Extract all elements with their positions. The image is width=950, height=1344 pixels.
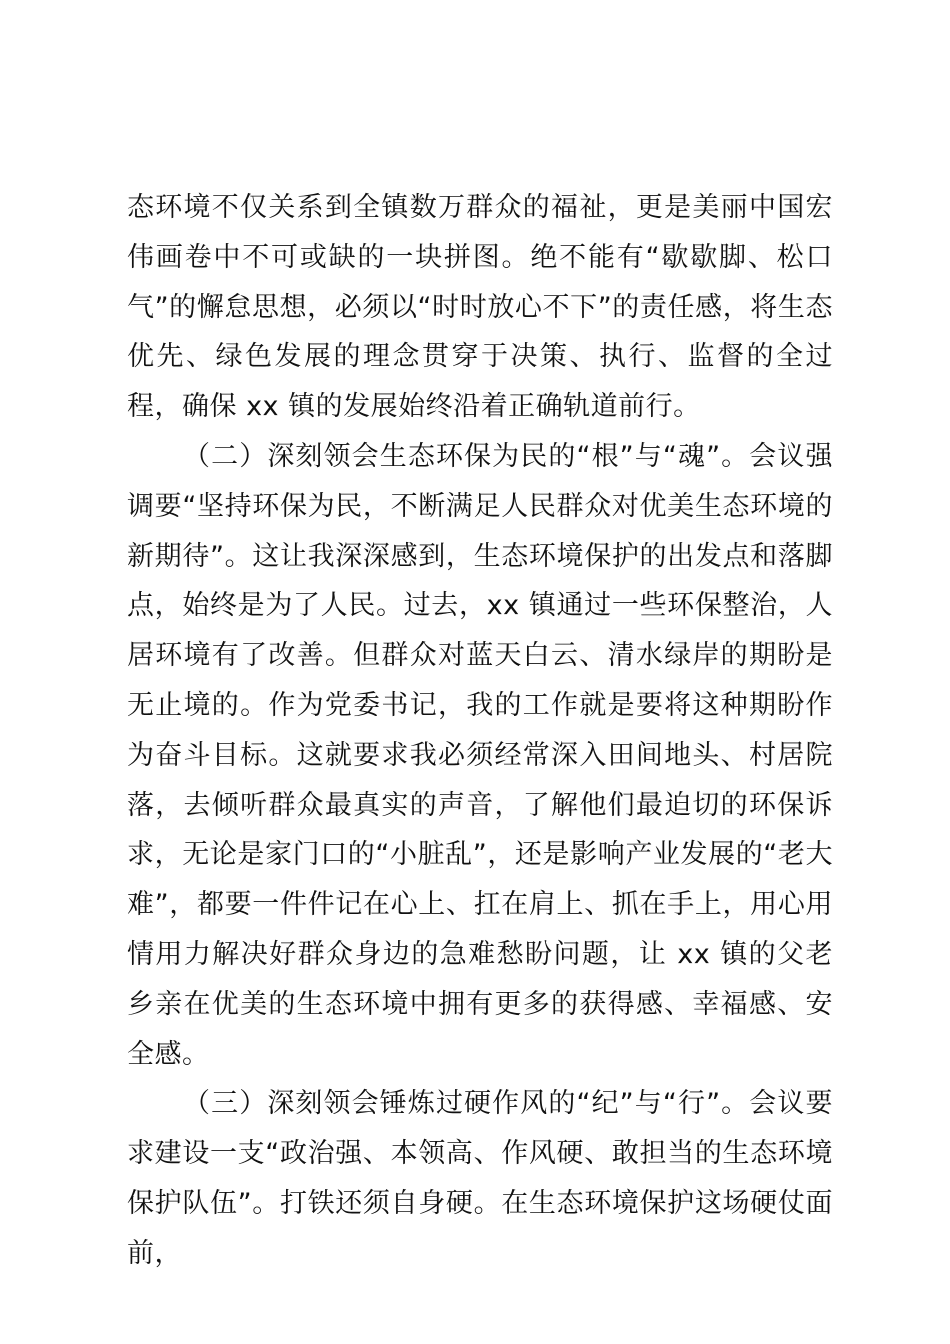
document-body	[127, 183, 833, 1279]
paragraph-section-2: （二）深刻领会生态环保为民的“根”与“魂”。会议强调要“坚持环保为民，不断满足人民群众对优美生态环境的新期待”。这让我深深感到，生态环境保护的出发点和落脚点，始终是为了人民。过去，xx 镇通过一些环保整治，人居环境有了改善。但群众对蓝天白云、清水绿岸的期盼是无止境的。作为党委书记，我的工作就是要将这种期盼作为奋斗目标。这就要求我必须经常深入田间地头、村居院落，去倾听群众最真实的声音，了解他们最迫切的环保诉求，无论是家门口的“小脏乱”，还是影响产业发展的“老大难”，都要一件件记在心上、扛在肩上、抓在手上，用心用情用力解决好群众身边的急难愁盼问题，让 xx 镇的父老乡亲在优美的生态环境中拥有更多的获得感、幸福感、安全感。	[127, 440, 833, 1070]
paragraph-continuation: 态环境不仅关系到全镇数万群众的福祉，更是美丽中国宏伟画卷中不可或缺的一块拼图。绝不能有“歇歇脚、松口气”的懈怠思想，必须以“时时放心不下”的责任感，将生态优先、绿色发展的理念贯穿于决策、执行、监督的全过程，确保 xx 镇的发展始终沿着正确轨道前行。	[127, 192, 833, 423]
paragraph-section-3: （三）深刻领会锤炼过硬作风的“纪”与“行”。会议要求建设一支“政治强、本领高、作风硬、敢担当的生态环境保护队伍”。打铁还须自身硬。在生态环境保护这场硬仗面前，	[127, 1088, 833, 1269]
